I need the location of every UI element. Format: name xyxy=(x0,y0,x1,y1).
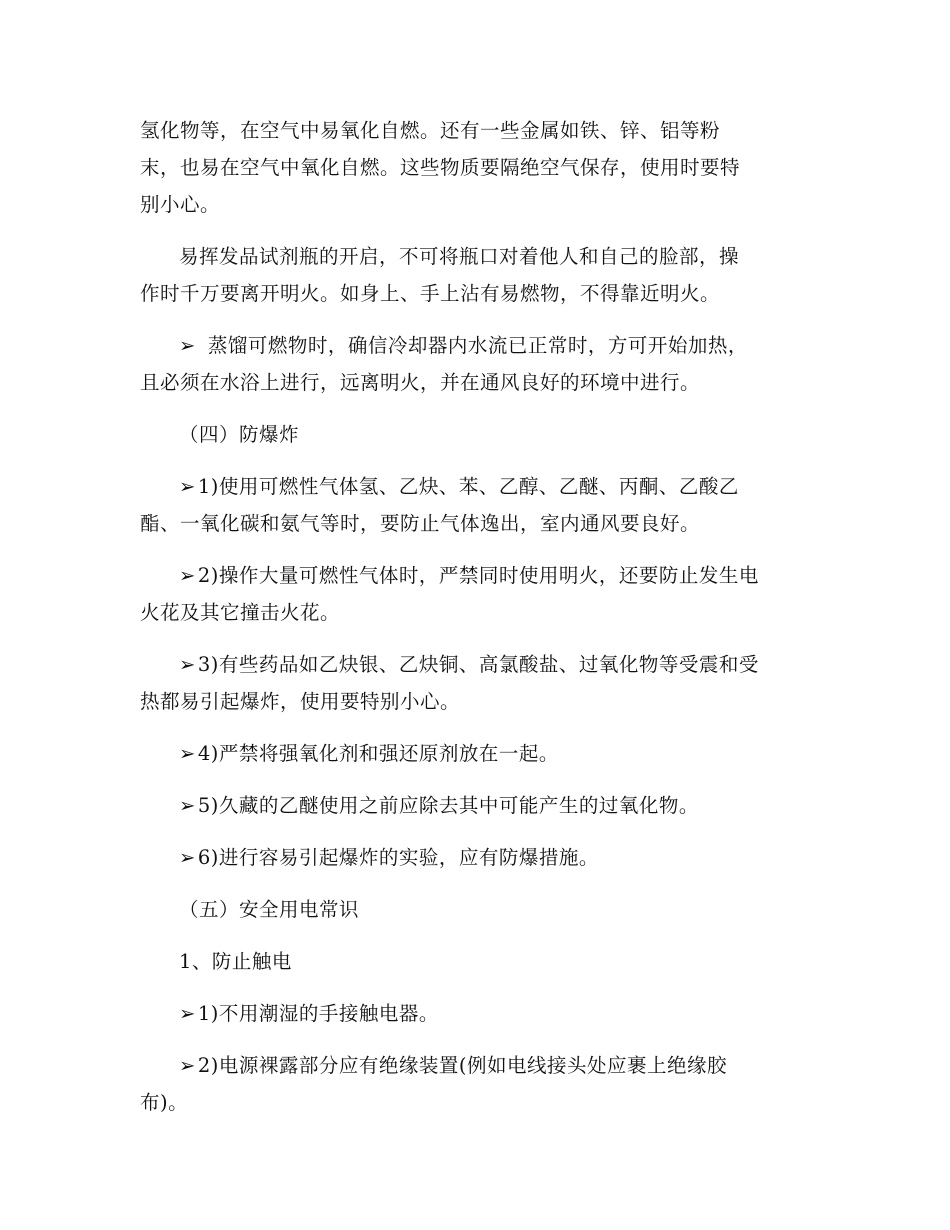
text-run: 6)进行容易引起爆炸的实验，应有防爆措施。 xyxy=(197,846,599,869)
paragraph-oxidation-autoignition xyxy=(140,112,815,223)
text-line xyxy=(140,787,815,824)
list-item-electrical-1 xyxy=(140,995,815,1032)
text-line: 1、防止触电 xyxy=(179,950,292,973)
list-item-electrical-2 xyxy=(140,1047,815,1121)
text-run: 3)有些药品如乙炔银、乙炔铜、高氯酸盐、过氧化物等受震和受 xyxy=(197,653,759,676)
text-run: 1)不用潮湿的手接触电器。 xyxy=(197,1002,439,1025)
list-item-explosion-1 xyxy=(140,468,815,542)
arrow-bullet-icon: ➢ xyxy=(179,742,196,765)
text-line: 酯、一氧化碳和氨气等时，要防止气体逸出，室内通风要良好。 xyxy=(140,512,701,535)
arrow-bullet-icon: ➢ xyxy=(179,1054,196,1077)
text-line: 火花及其它撞击火花。 xyxy=(140,601,341,624)
list-item-explosion-2 xyxy=(140,557,815,631)
text-line: 易挥发品试剂瓶的开启，不可将瓶口对着他人和自己的脸部，操 xyxy=(179,245,740,268)
text-line: （四）防爆炸 xyxy=(179,423,300,446)
paragraph-distillation xyxy=(140,327,815,401)
text-run: 2)操作大量可燃性气体时，严禁同时使用明火，还要防止发生电 xyxy=(197,564,759,587)
text-run: 蒸馏可燃物时，确信冷却器内水流已正常时，方可开始加热， xyxy=(207,334,748,357)
arrow-bullet-icon: ➢ xyxy=(179,564,196,587)
subsection-heading-shock-prevention xyxy=(140,943,815,980)
text-line: 热都易引起爆炸，使用要特别小心。 xyxy=(140,690,461,713)
section-heading-electrical-safety xyxy=(140,891,815,928)
list-item-explosion-3 xyxy=(140,646,815,720)
text-run: 5)久藏的乙醚使用之前应除去其中可能产生的过氧化物。 xyxy=(197,794,699,817)
text-line: 末，也易在空气中氧化自燃。这些物质要隔绝空气保存，使用时要特 xyxy=(140,156,741,179)
text-run: 4)严禁将强氧化剂和强还原剂放在一起。 xyxy=(197,742,559,765)
text-line: 布)。 xyxy=(140,1091,189,1114)
text-line xyxy=(140,468,815,505)
text-line xyxy=(140,995,815,1032)
text-run: 2)电源裸露部分应有绝缘装置(例如电线接头处应裹上绝缘胶 xyxy=(197,1054,727,1077)
text-line xyxy=(140,327,815,364)
arrow-bullet-icon: ➢ xyxy=(179,846,196,869)
text-line: 别小心。 xyxy=(140,193,221,216)
text-run: 1)使用可燃性气体氢、乙炔、苯、乙醇、乙醚、丙酮、乙酸乙 xyxy=(197,475,739,498)
text-line xyxy=(140,646,815,683)
section-heading-explosion xyxy=(140,416,815,453)
text-line xyxy=(140,557,815,594)
arrow-bullet-icon: ➢ xyxy=(179,794,196,817)
text-line xyxy=(140,735,815,772)
text-line: （五）安全用电常识 xyxy=(179,898,360,921)
text-line xyxy=(140,1047,815,1084)
arrow-bullet-icon: ➢ xyxy=(179,334,196,357)
text-line: 且必须在水浴上进行，远离明火，并在通风良好的环境中进行。 xyxy=(140,371,701,394)
text-line xyxy=(140,839,815,876)
paragraph-volatile-reagents xyxy=(140,238,815,312)
arrow-bullet-icon: ➢ xyxy=(179,653,196,676)
list-item-explosion-4 xyxy=(140,735,815,772)
list-item-explosion-5 xyxy=(140,787,815,824)
text-line: 作时千万要离开明火。如身上、手上沾有易燃物，不得靠近明火。 xyxy=(140,282,721,305)
arrow-bullet-icon: ➢ xyxy=(179,475,196,498)
document-body xyxy=(140,112,815,1136)
list-item-explosion-6 xyxy=(140,839,815,876)
text-line: 氢化物等，在空气中易氧化自燃。还有一些金属如铁、锌、铝等粉 xyxy=(140,119,721,142)
arrow-bullet-icon: ➢ xyxy=(179,1002,196,1025)
